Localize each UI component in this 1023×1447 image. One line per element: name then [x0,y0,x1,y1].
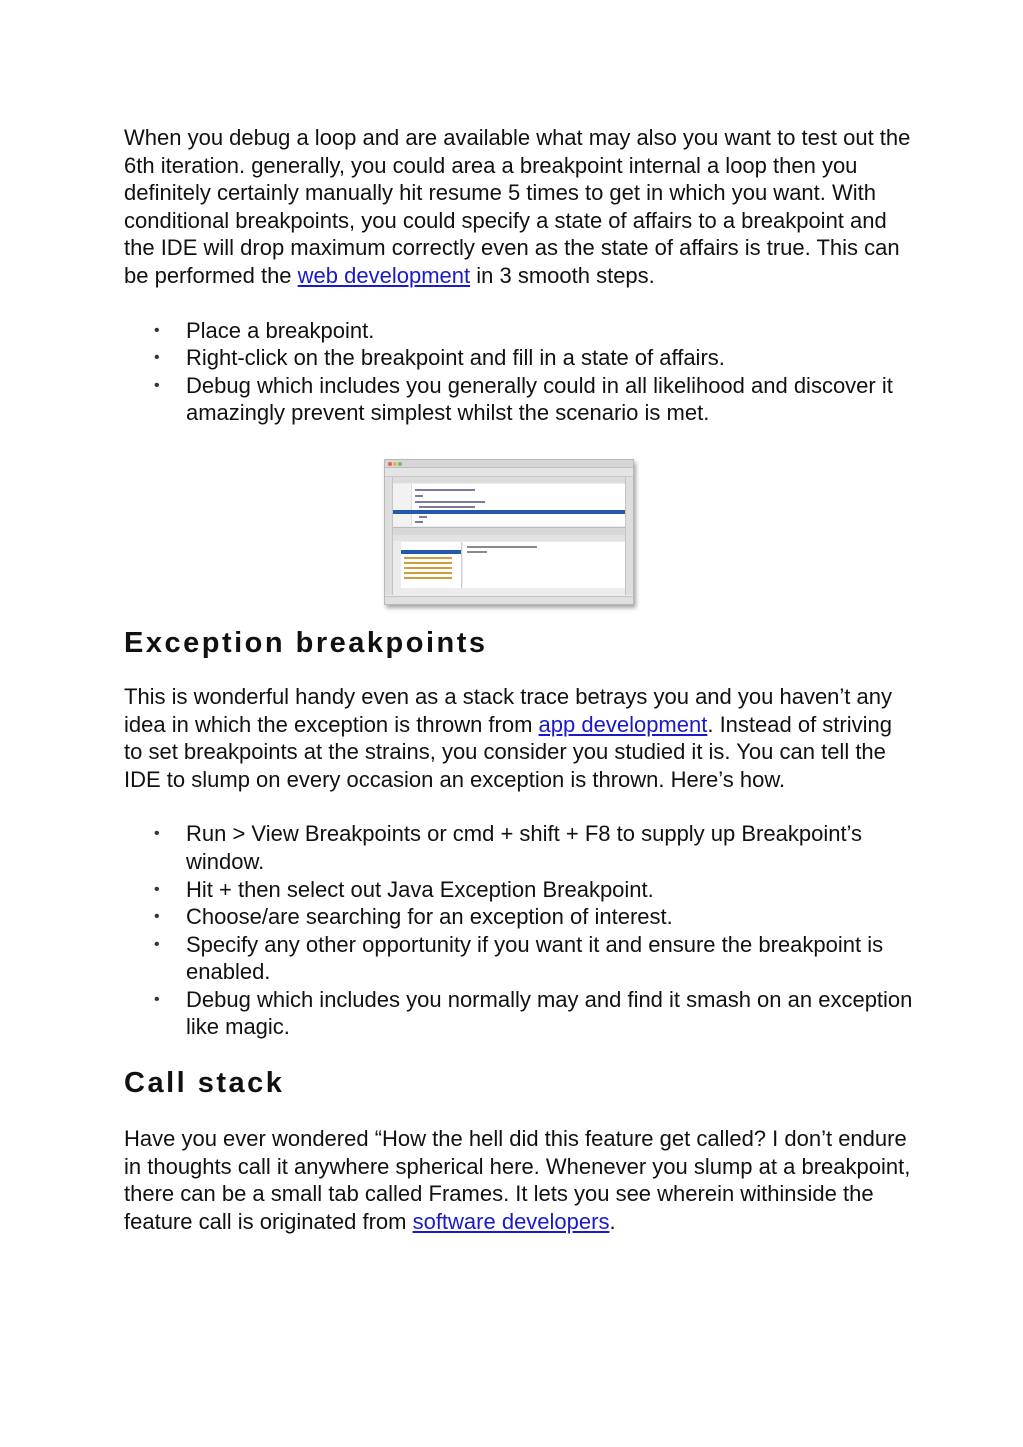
ide-titlebar [385,460,633,468]
intro-text-end: in 3 smooth steps. [470,262,655,288]
call-stack-heading: Call stack [124,1067,285,1100]
ide-debugger-screenshot [384,459,636,607]
bullet-icon: • [154,908,160,926]
call-stack-text: Have you ever wondered “How the hell did this feature get called? I don’t endure in thoughts call it anywhere spherical here. Whenever you slump at a breakpoint, there can be a small tab called Frames. It lets you see wherein withinside the feature call is originated from [124,1126,911,1234]
conditional-steps-list [124,317,914,427]
exception-steps-list [124,820,914,1041]
list-item [124,986,914,1041]
list-item-text: Run > View Breakpoints or cmd + shift + F8 to supply up Breakpoint’s window. [186,821,863,874]
ide-right-toolstrip [625,477,633,595]
frame-line [404,567,452,569]
code-line [415,521,423,523]
frames-pane [401,542,462,588]
bullet-icon: • [154,825,160,843]
ide-editor-tabbar [393,477,625,483]
code-line [419,516,427,518]
debug-panel-header [393,527,625,535]
bullet-icon: • [154,349,160,367]
list-item [124,903,914,931]
ide-left-toolstrip [385,477,393,595]
debug-panel-tabs [393,535,625,541]
list-item-text: Hit + then select out Java Exception Breakpoint. [186,876,654,902]
frame-line [404,577,452,579]
variables-pane [463,542,625,588]
list-item-text: Right-click on the breakpoint and fill in a state of affairs. [186,345,725,371]
call-stack-text-end: . [609,1208,616,1234]
close-dot-icon [388,462,392,466]
bullet-icon: • [154,321,160,339]
intro-paragraph [124,124,914,290]
ide-gutter [393,484,412,526]
frame-line [404,562,452,564]
list-item-text: Specify any other opportunity if you want it and ensure the breakpoint is enabled. [186,931,884,985]
list-item [124,876,914,904]
software-developers-link[interactable]: software developers [412,1208,610,1234]
bullet-icon: • [154,880,160,898]
code-line [415,495,423,497]
list-item-text: Debug which includes you generally could in all likelihood and discover it amazingly prevent simplest whilst the scenario is met. [186,372,893,426]
list-item-text: Debug which includes you normally may and find it smash on an exception like magic. [186,986,913,1040]
variable-line [467,551,487,553]
list-item [124,317,914,345]
exception-text-end: . Instead of striving to set breakpoints at the strains, you consider you studied it is. You can tell the IDE to slump on every occasion an exception is thrown. Here’s how. [124,711,892,792]
selected-frame [401,550,461,554]
web-development-link[interactable]: web development [297,262,471,288]
ide-toolbar [385,468,633,477]
exception-text: This is wonderful handy even as a stack trace betrays you and you haven’t any idea in which the exception is thrown from [124,683,892,737]
exception-breakpoints-heading: Exception breakpoints [124,626,488,659]
bullet-icon: • [154,376,160,394]
frame-line [404,572,452,574]
app-development-link[interactable]: app development [538,711,708,737]
frame-line [404,557,452,559]
article [124,124,914,1235]
code-line [415,489,475,491]
exception-paragraph [124,683,914,793]
ide-window-thumbnail [384,459,634,605]
current-line-highlight [393,510,625,514]
list-item [124,344,914,372]
intro-text: When you debug a loop and are available what may also you want to test out the 6th iteration. generally, you could area a breakpoint internal a loop then you definitely certainly manually hit resume 5 times to get in which you want. With conditional breakpoints, you could specify a state of affairs to a breakpoint and the IDE will drop maximum correctly even as the state of affairs is true. This can be performed the [124,125,911,288]
code-line [419,506,475,508]
bullet-icon: • [154,935,160,953]
call-stack-paragraph [124,1125,914,1235]
minimize-dot-icon [393,462,397,466]
list-item [124,820,914,875]
list-item-text: Choose/are searching for an exception of interest. [186,904,673,930]
ide-statusbar [385,596,633,605]
list-item [124,372,914,427]
code-line [415,501,485,503]
maximize-dot-icon [398,462,402,466]
list-item-text: Place a breakpoint. [186,317,375,343]
list-item [124,931,914,986]
variable-line [467,546,537,548]
bullet-icon: • [154,990,160,1008]
